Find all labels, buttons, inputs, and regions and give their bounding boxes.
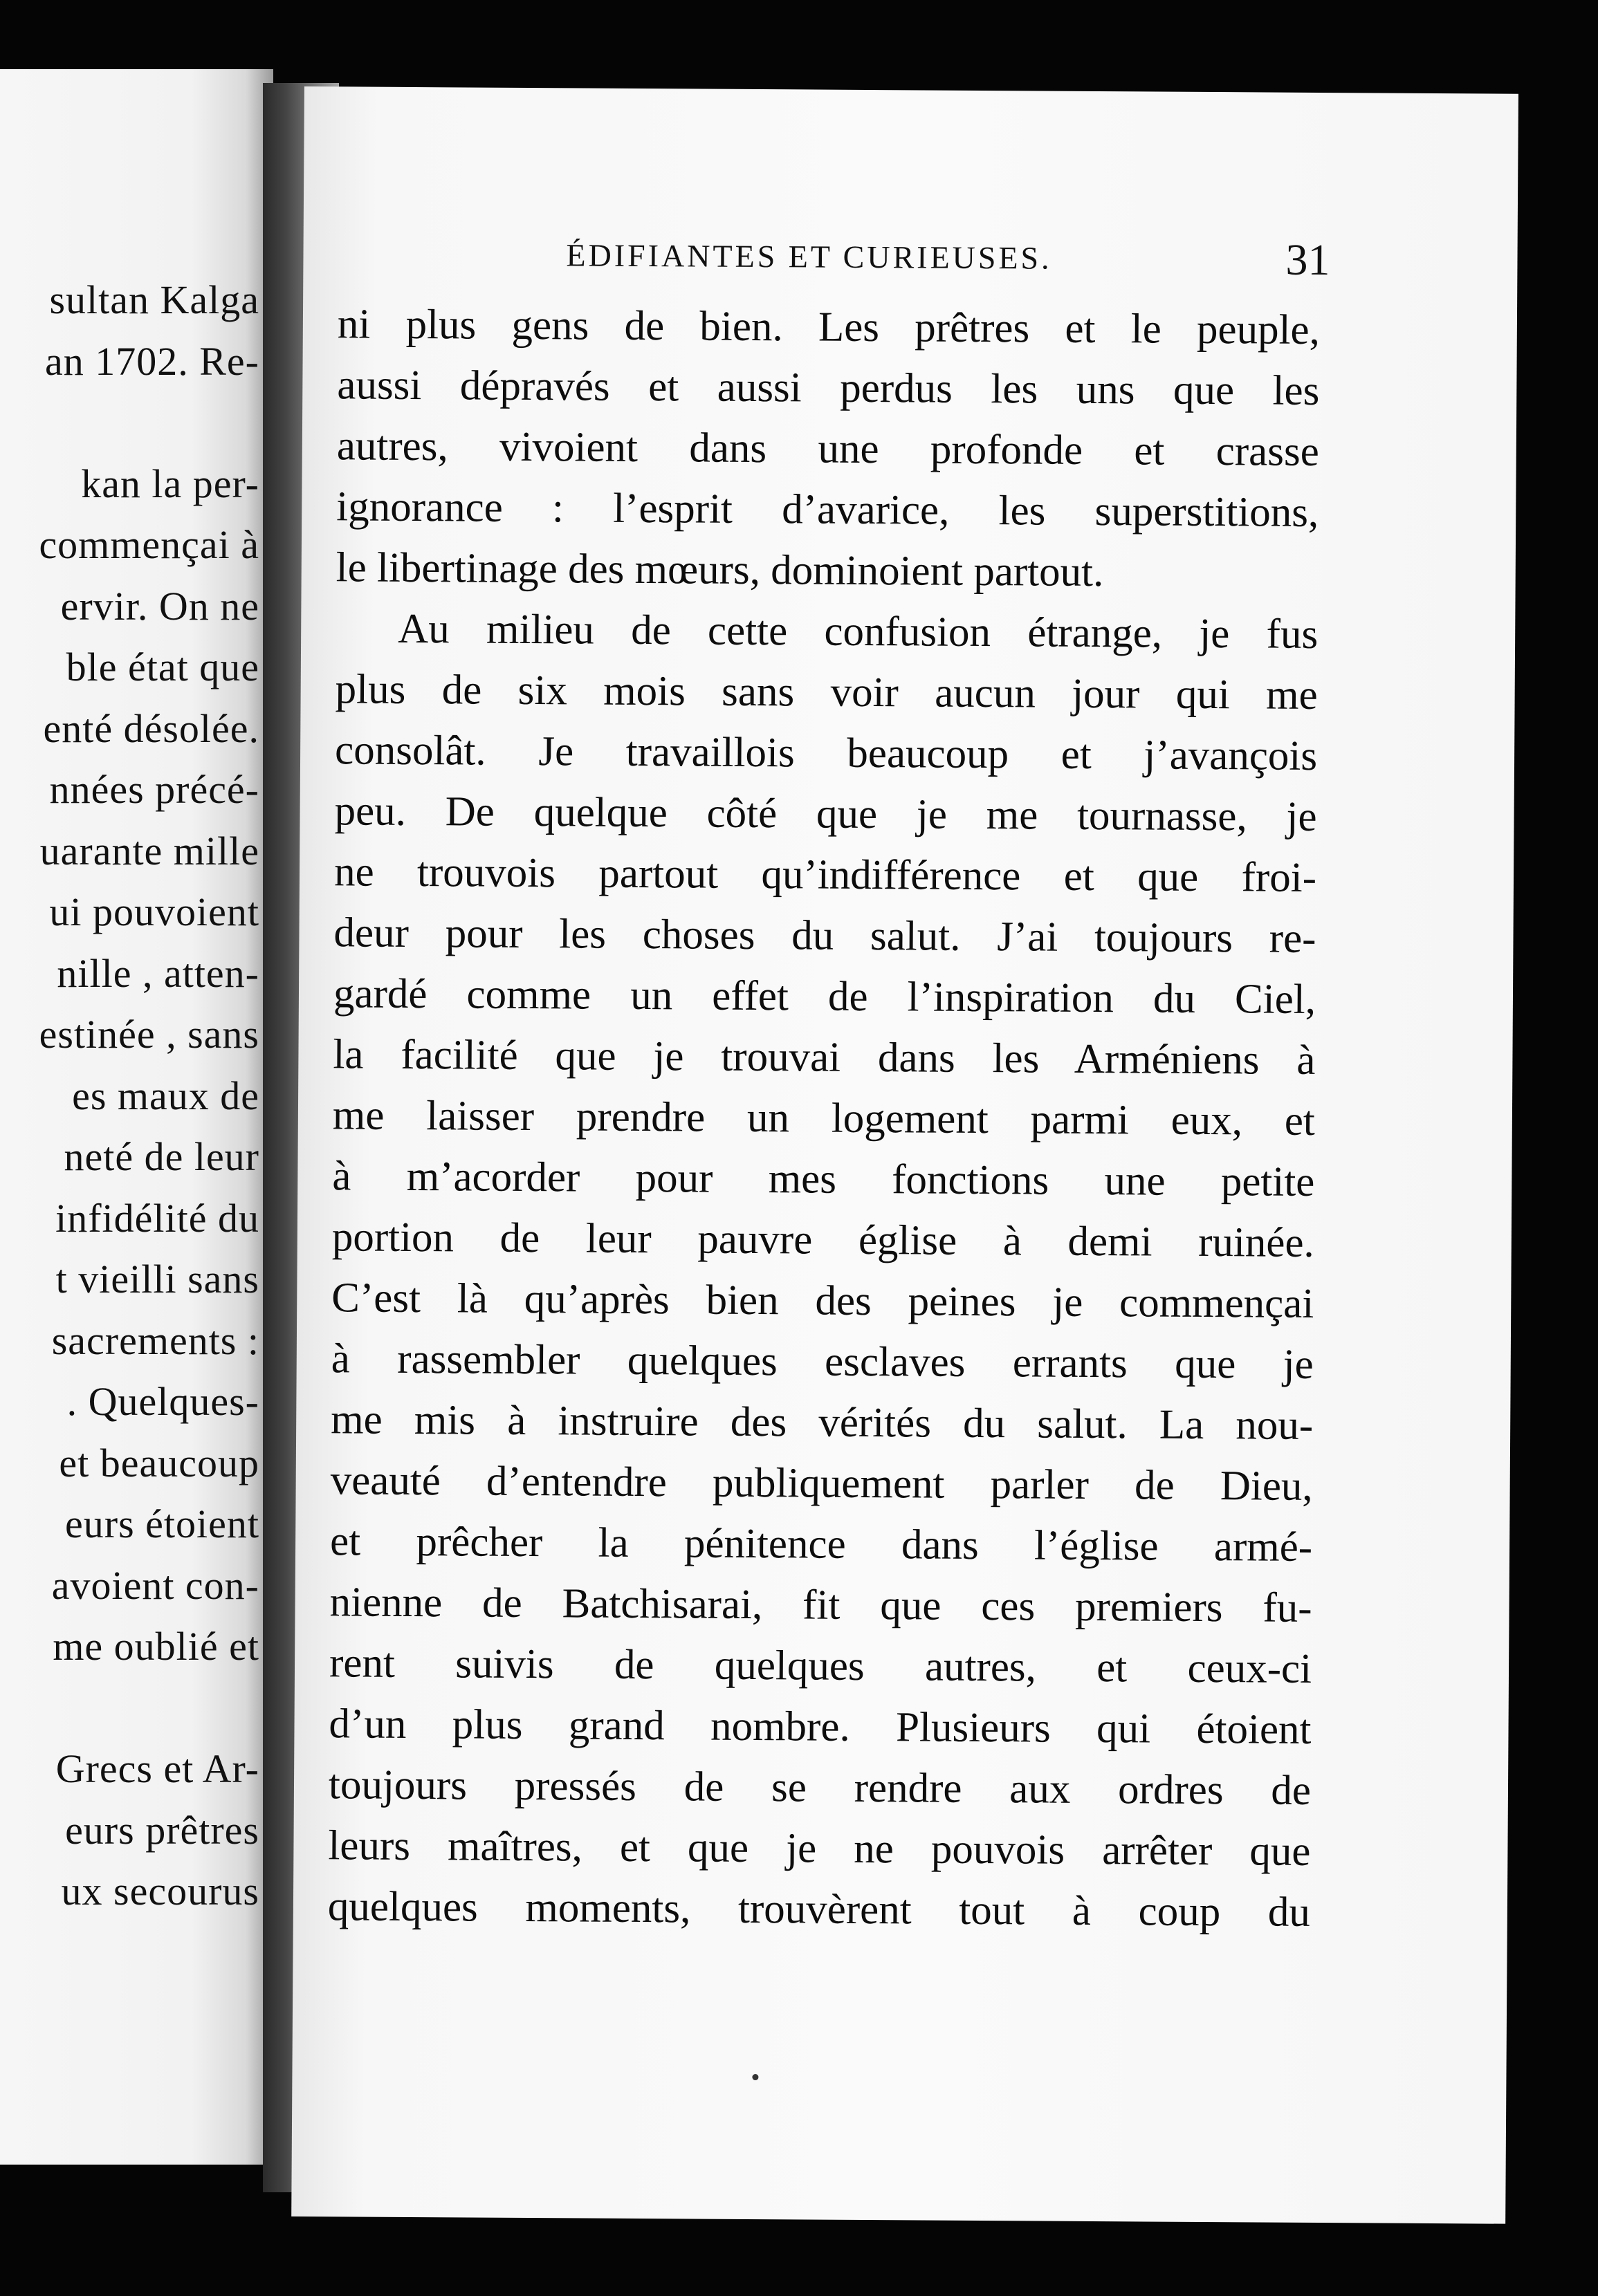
body-text [328,294,1320,1943]
left-page-line: sacrements : [51,1317,259,1363]
page-number: 31 [1285,234,1330,285]
body-line: autres, vivoient dans une profonde et crasse [336,423,1320,475]
body-line: me mis à instruire des vérités du salut. La nou- [331,1396,1314,1449]
left-page-line: eurs prêtres [65,1807,259,1853]
body-line: d’un plus grand nombre. Plusieurs qui étoient [329,1701,1312,1753]
left-page-line: ui pouvoient [49,889,259,934]
running-head: ÉDIFIANTES ET CURIEUSES. [566,237,1052,276]
left-page-line: an 1702. Re- [45,338,259,384]
left-page-line: uarante mille [39,828,259,873]
right-page [291,86,1518,2224]
body-line: Au milieu de cette confusion étrange, je fus [398,605,1319,658]
body-line: C’est là qu’après bien des peines je commençai [331,1275,1314,1327]
left-facing-page [0,69,273,2165]
body-line: ne trouvois partout qu’indifférence et que froi- [333,849,1317,901]
left-page-line: et beaucoup [59,1440,259,1485]
body-line: leurs maîtres, et que je ne pouvois arrêter que [328,1822,1311,1875]
body-line: consolât. Je travaillois beaucoup et j’avançois [334,727,1318,779]
left-page-line: nnées précé- [49,767,259,812]
left-page-line: . Quelques- [66,1379,259,1424]
body-line: le libertinage des mœurs, dominoient partout. [336,544,1104,596]
left-page-line: enté désolée. [43,705,259,751]
body-line: peu. De quelque côté que je me tournasse, je [334,788,1317,840]
body-line: rent suivis de quelques autres, et ceux-ci [329,1640,1312,1692]
body-line: gardé comme un effet de l’inspiration du Ciel, [333,970,1316,1023]
left-page-line: nille , atten- [57,950,259,996]
body-line: et prêcher la pénitence dans l’église armé- [329,1518,1313,1571]
body-line: deur pour les choses du salut. J’ai toujours re- [333,909,1316,962]
body-line: à m’acorder pour mes fonctions une petite [332,1153,1315,1205]
body-line: la facilité que je trouvai dans les Arméniens à [333,1031,1316,1084]
body-line: nienne de Batchisarai, fit que ces premiers fu- [329,1579,1312,1631]
body-line: me laisser prendre un logement parmi eux, et [332,1092,1316,1145]
body-line: à rassembler quelques esclaves errants que je [331,1335,1314,1388]
left-page-line: es maux de [72,1073,259,1118]
body-line: portion de leur pauvre église à demi ruinée. [331,1214,1315,1266]
left-page-line: me oublié et [53,1624,259,1669]
left-page-line: commençai à [39,522,259,567]
body-line: ignorance : l’esprit d’avarice, les superstitions, [336,483,1319,536]
left-page-line: sultan Kalga [49,277,259,322]
left-page-line: eurs étoient [65,1501,259,1546]
left-page-line: ble état que [66,645,259,689]
left-page-line: ervir. On ne [60,583,259,629]
left-page-line: avoient con- [51,1562,259,1608]
body-line: aussi dépravés et aussi perdus les uns que les [337,362,1320,414]
left-page-line: neté de leur [64,1134,259,1179]
left-page-line: estinée , sans [39,1012,259,1057]
ink-speck [752,2074,758,2080]
body-line: quelques moments, trouvèrent tout à coup du [327,1883,1311,1936]
left-page-line: infidélité du [55,1195,259,1241]
body-line: plus de six mois sans voir aucun jour qui me [335,666,1318,719]
left-page-line: kan la per- [81,461,259,506]
left-page-line: ux secourus [61,1869,259,1914]
body-line: ni plus gens de bien. Les prêtres et le peuple, [337,301,1321,353]
left-page-line: t vieilli sans [55,1257,259,1302]
body-line: veauté d’entendre publiquement parler de Dieu, [330,1457,1313,1510]
body-line: toujours pressés de se rendre aux ordres de [328,1761,1312,1814]
left-page-line: Grecs et Ar- [55,1746,259,1791]
